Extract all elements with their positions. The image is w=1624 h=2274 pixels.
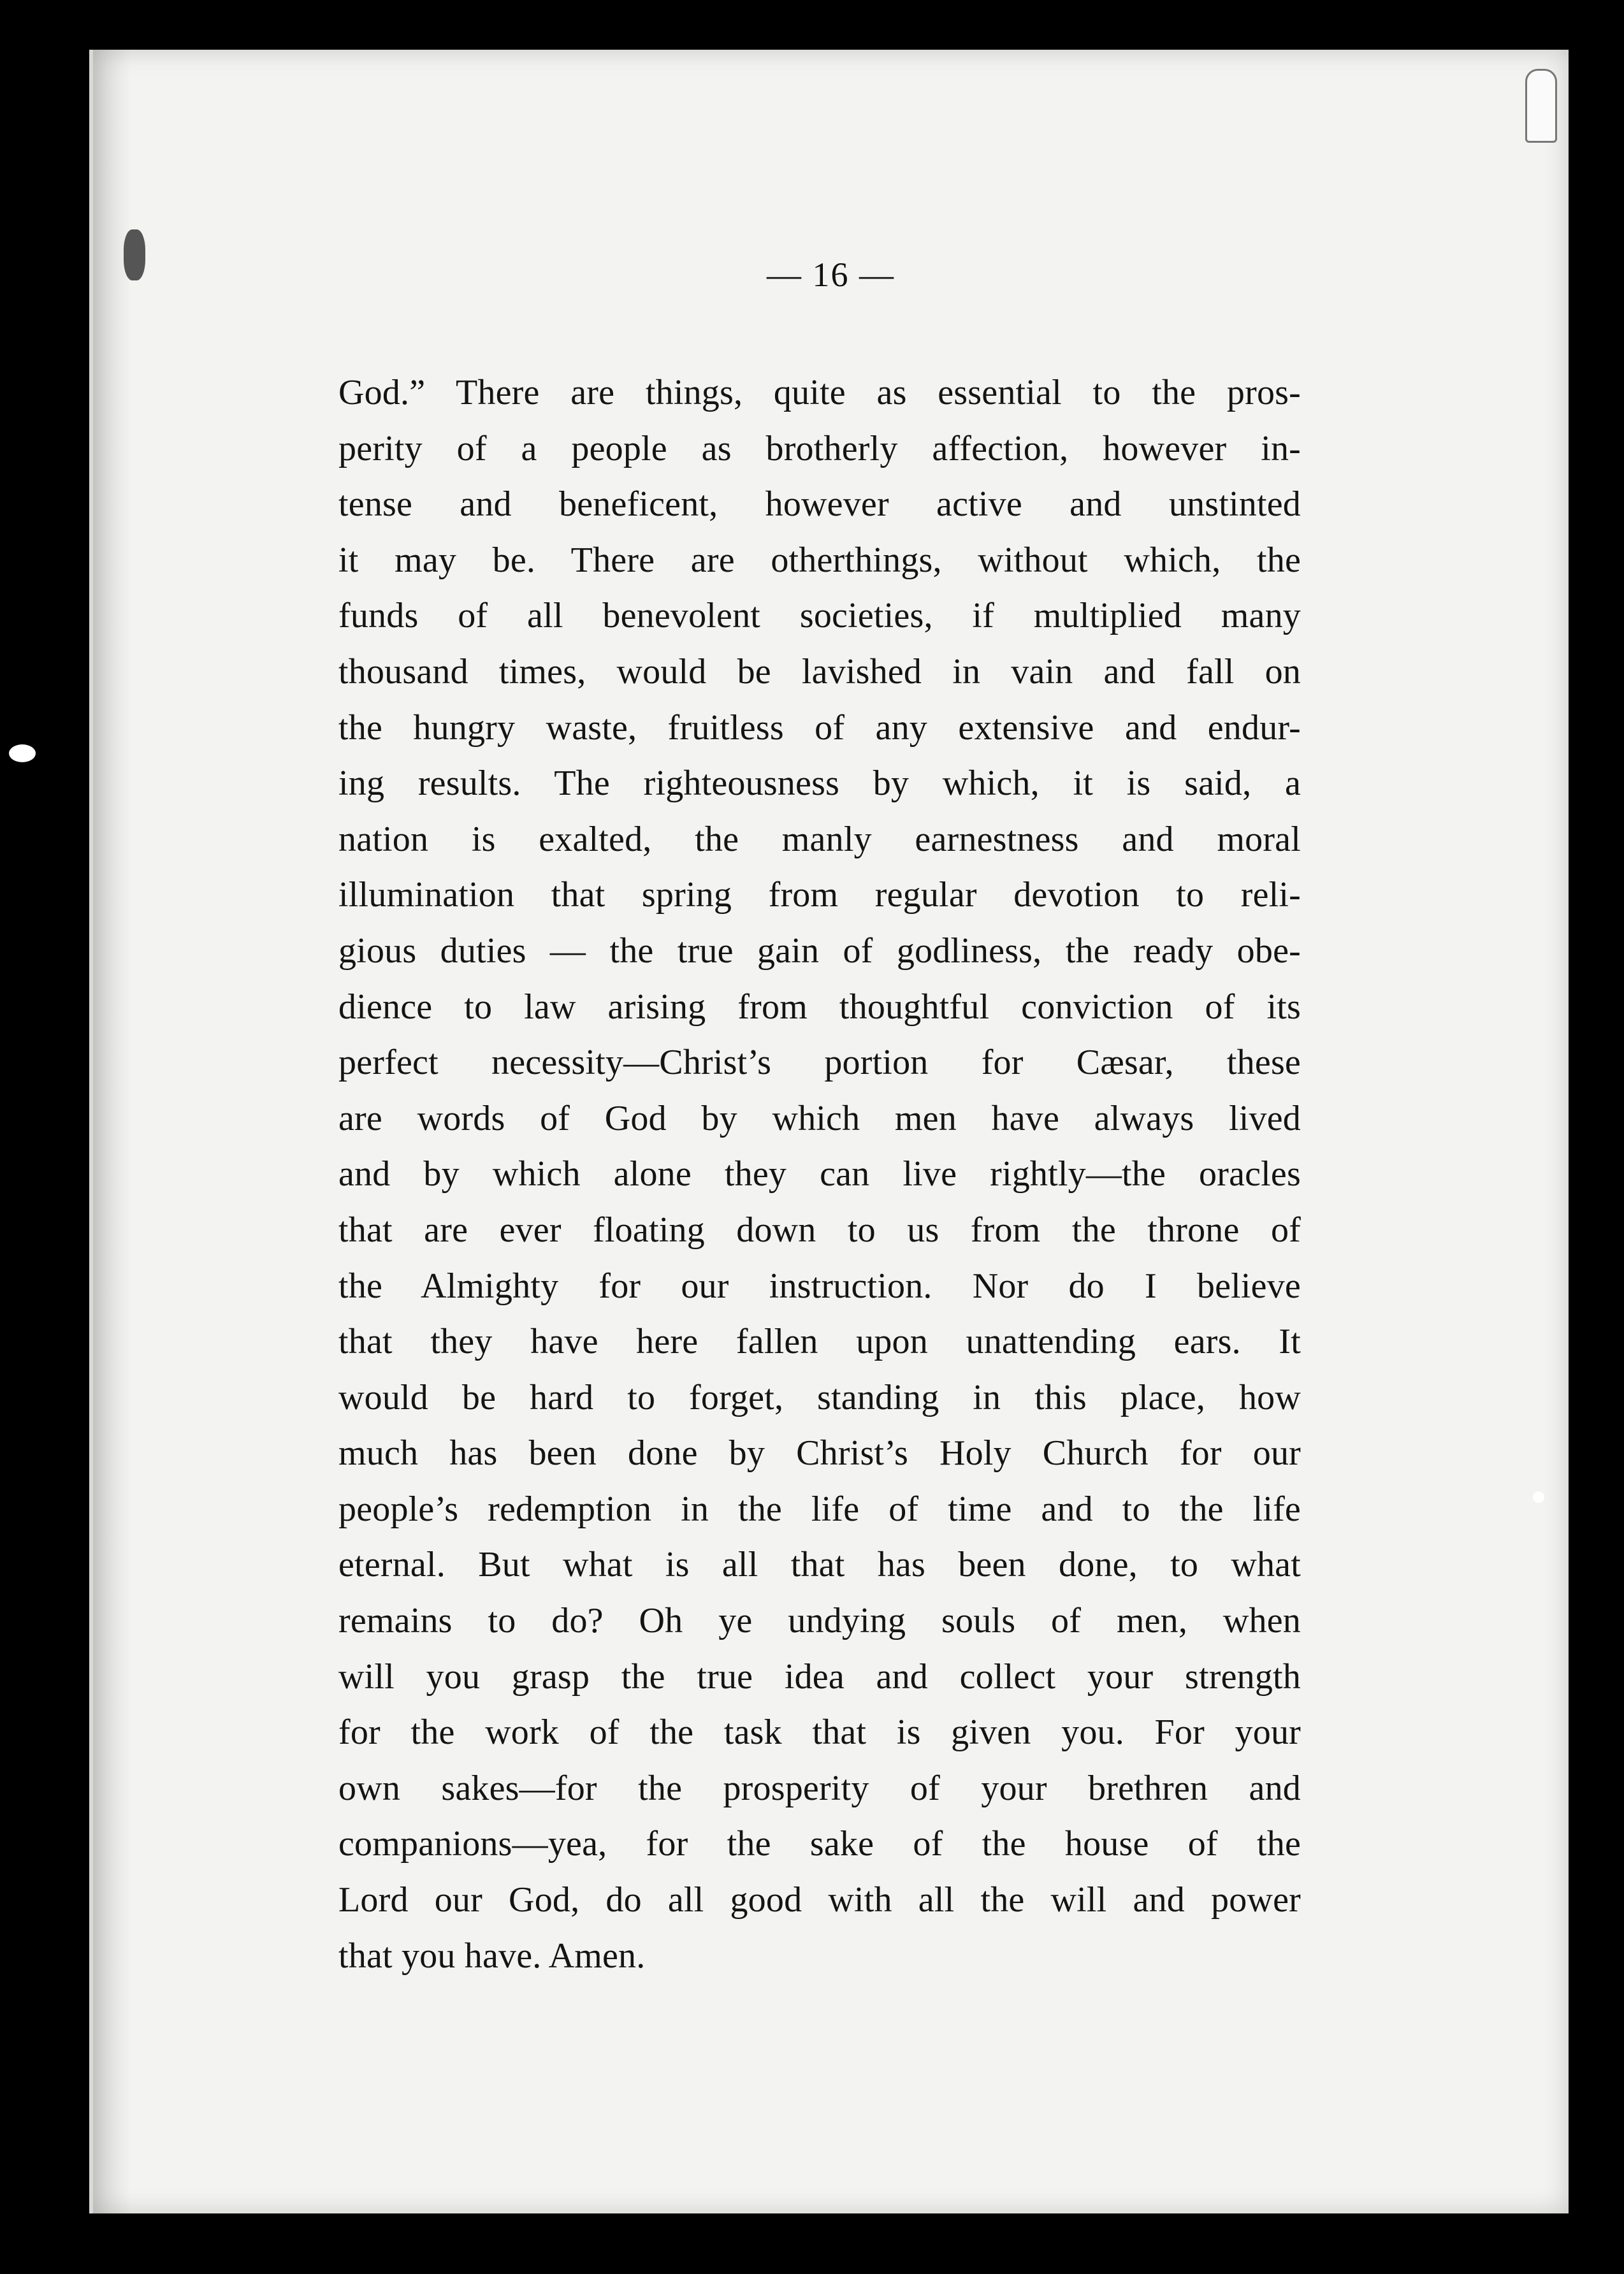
text-line: much has been done by Christ’s Holy Church for our — [338, 1433, 1301, 1474]
text-line: are words of God by which men have always lived — [338, 1098, 1301, 1138]
page-number-suffix: — — [859, 256, 895, 294]
text-line: nation is exalted, the manly earnestness and moral — [338, 819, 1301, 859]
text-line: that are ever floating down to us from the throne of — [338, 1210, 1301, 1250]
text-line: gious duties — the true gain of godliness, the ready obe- — [338, 931, 1301, 971]
text-line: perfect necessity—Christ’s portion for Cæsar, these — [338, 1043, 1301, 1083]
text-line: funds of all benevolent societies, if multiplied many — [338, 596, 1301, 636]
text-line: for the work of the task that is given you. For your — [338, 1713, 1301, 1753]
text-line: God.” There are things, quite as essential to the pros- — [338, 373, 1301, 412]
text-line: eternal. But what is all that has been done, to what — [338, 1545, 1301, 1585]
scan-speck — [9, 744, 36, 762]
text-line: tense and beneficent, however active and unstinted — [338, 484, 1301, 525]
scan-speck — [1533, 1491, 1544, 1503]
text-line: and by which alone they can live rightly—the oracles — [338, 1154, 1301, 1194]
text-line: illumination that spring from regular devotion to reli- — [338, 875, 1301, 915]
text-line: people’s redemption in the life of time and to the life — [338, 1489, 1301, 1529]
text-line: that you have. Amen. — [338, 1936, 646, 1976]
page-tab-mark — [1525, 69, 1557, 143]
text-line: thousand times, would be lavished in vain and fall on — [338, 651, 1301, 692]
text-line: the hungry waste, fruitless of any extensive and endur- — [338, 707, 1301, 748]
text-line: that they have here fallen upon unattending ears. It — [338, 1322, 1301, 1362]
text-line: dience to law arising from thoughtful conviction of its — [338, 987, 1301, 1027]
text-line: remains to do? Oh ye undying souls of men, when — [338, 1601, 1301, 1641]
page-number-value: 16 — [812, 256, 850, 294]
text-line: companions—yea, for the sake of the house of the — [338, 1824, 1301, 1864]
page-number — [93, 255, 1569, 294]
page-number-prefix: — — [767, 256, 802, 294]
text-line: the Almighty for our instruction. Nor do I believe — [338, 1266, 1301, 1306]
document-page — [89, 50, 1569, 2213]
text-line: own sakes—for the prosperity of your brethren and — [338, 1768, 1301, 1808]
body-text — [338, 365, 1301, 1984]
text-line: it may be. There are otherthings, without which, the — [338, 540, 1301, 580]
text-line: would be hard to forget, standing in this place, how — [338, 1377, 1301, 1417]
text-line: Lord our God, do all good with all the will and power — [338, 1880, 1301, 1920]
text-line: perity of a people as brotherly affection, however in- — [338, 428, 1301, 468]
text-line: will you grasp the true idea and collect your strength — [338, 1656, 1301, 1697]
text-line: ing results. The righteousness by which, it is said, a — [338, 764, 1301, 804]
